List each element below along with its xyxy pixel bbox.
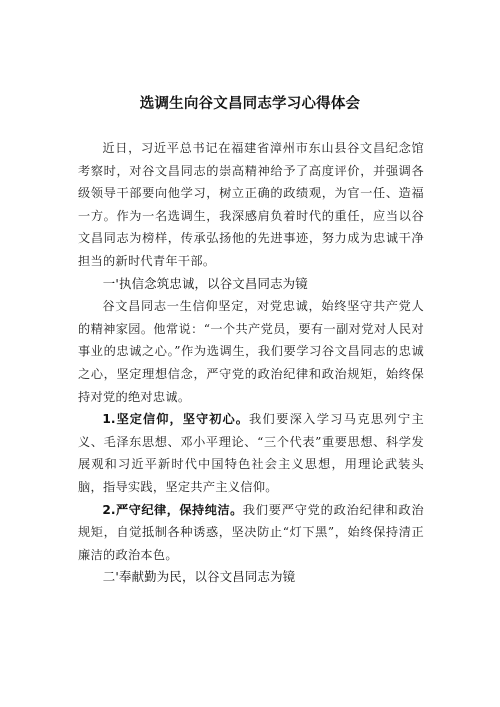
section-2-heading: 二'奉献勤为民，以谷文昌同志为镜	[102, 569, 296, 585]
section-1-paragraph: 谷文昌同志一生信仰坚定，对党忠诚，始终坚守共产党人的精神家园。他常说：“一个共产党员，要有一副对党对人民对事业的忠诚之心。”作为选调生，我们要学习谷文昌同志的忠诚之心，坚定理想信念，严守党的政治纪律和政治规矩，始终保持对党的绝对忠诚。	[78, 299, 424, 404]
point-2-lead: 2.严守纪律，保持纯洁。	[102, 502, 243, 517]
point-1-lead: 1.坚定信仰，坚守初心。	[102, 412, 249, 427]
section-1-heading: 一'执信念筑忠诚，以谷文昌同志为镜	[102, 275, 308, 291]
document-body	[78, 137, 424, 589]
point-2-text: 我们要严守党的政治纪律和政治规矩，自觉抵制各种诱惑，坚决防止“灯下黑”，始终保持清正廉洁的政治本色。	[78, 502, 424, 562]
point-1-text: 我们要深入学习马克思列宁主义、毛泽东思想、邓小平理论、“三个代表”重要思想、科学发展观和习近平新时代中国特色社会主义思想，用理论武装头脑，指导实践，坚定共产主义信仰。	[78, 412, 424, 494]
document-title: 选调生向谷文昌同志学习心得体会	[139, 96, 361, 112]
point-2-paragraph	[78, 499, 424, 567]
point-1-paragraph	[78, 408, 424, 498]
intro-paragraph: 近日，习近平总书记在福建省漳州市东山县谷文昌纪念馆考察时，对谷文昌同志的崇高精神给予了高度评价，并强调各级领导干部要向他学习，树立正确的政绩观，为官一任、造福一方。作为一名选调生，我深感肩负着时代的重任，应当以谷文昌同志为榜样，传承弘扬他的先进事迹，努力成为忠诚干净担当的新时代青年干部。	[78, 141, 424, 268]
